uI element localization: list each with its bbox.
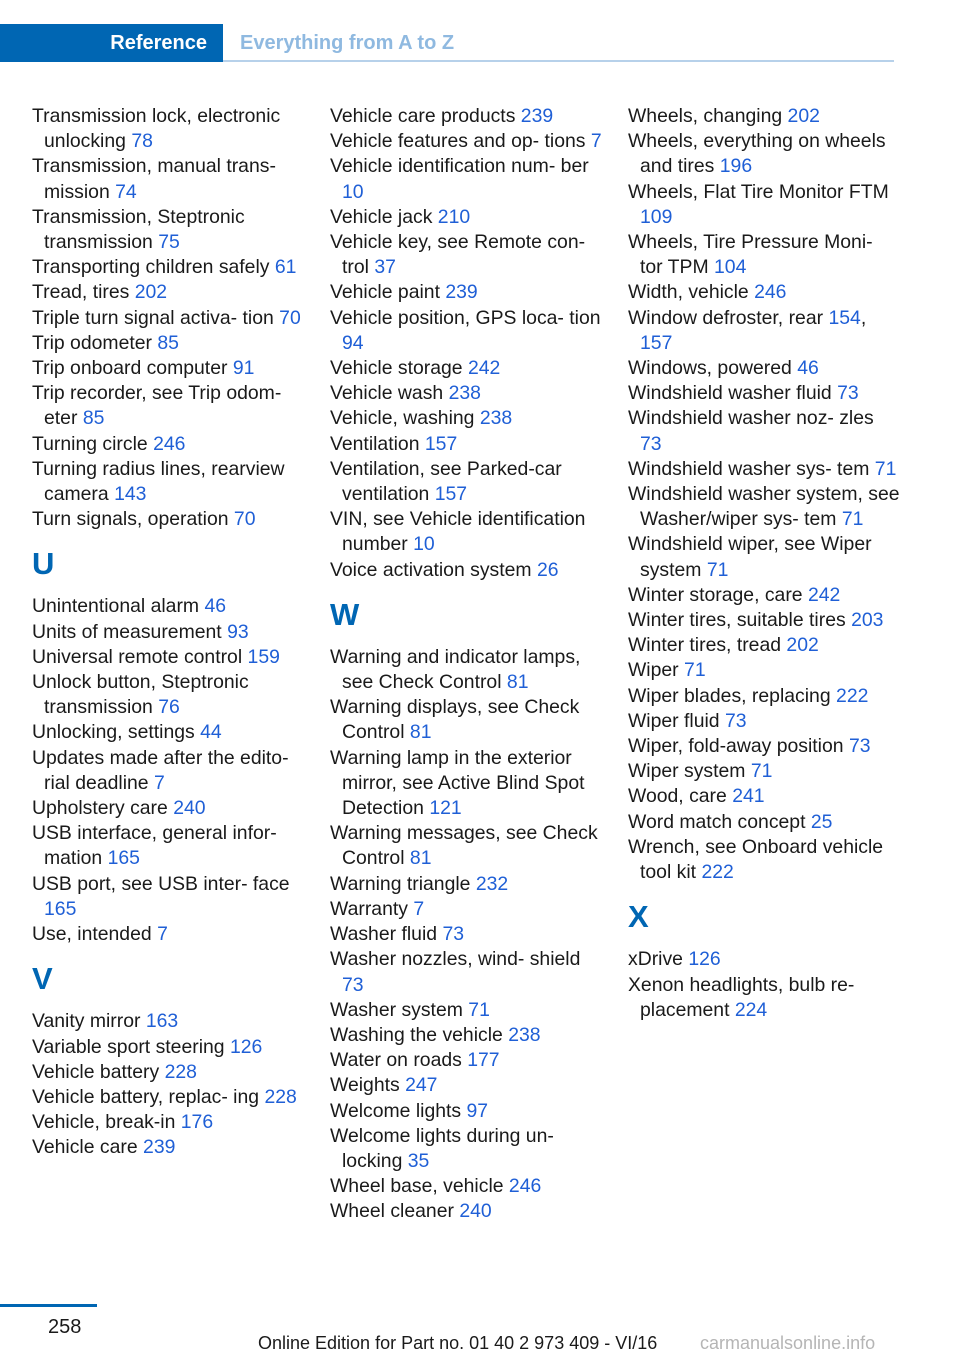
page-link[interactable]: 26	[536, 558, 559, 581]
section-tab[interactable]: Reference	[0, 24, 223, 62]
entry-term: Trip onboard computer	[32, 357, 228, 380]
entry-term: Wheels, Flat Tire Monitor FTM	[628, 180, 889, 203]
entry-term: Xenon headlights, bulb re‐ placement	[628, 973, 855, 1021]
page-link[interactable]: 241	[732, 785, 765, 808]
page-link[interactable]: 70	[279, 306, 301, 329]
index-entry	[32, 255, 304, 280]
index-letter-heading: V	[32, 961, 53, 997]
index-entry	[628, 457, 900, 482]
page-link[interactable]: 7	[157, 923, 168, 946]
page-link[interactable]: 246	[153, 432, 186, 455]
page-link[interactable]: 78	[131, 130, 153, 153]
page-link[interactable]: 143	[114, 483, 147, 506]
page-link[interactable]: 165	[44, 897, 77, 920]
index-entry	[330, 432, 602, 457]
index-entry	[330, 1048, 602, 1073]
page-link[interactable]: 202	[134, 281, 168, 304]
page-link[interactable]: 97	[466, 1099, 489, 1122]
entry-term: Upholstery care	[32, 797, 168, 820]
page-link[interactable]: 242	[467, 357, 501, 380]
entry-term: Vehicle, break-in	[32, 1111, 176, 1134]
entry-term: Window defroster, rear	[628, 306, 824, 329]
index-entry	[32, 1085, 304, 1110]
page-link[interactable]: 73	[342, 973, 364, 996]
index-entry	[32, 645, 304, 670]
page-link[interactable]: 71	[750, 760, 773, 783]
entry-term: Use, intended	[32, 923, 152, 946]
page-link[interactable]: 126	[229, 1035, 263, 1058]
index-entry	[330, 356, 602, 381]
page-link[interactable]: 228	[164, 1060, 197, 1083]
page-link[interactable]: 126	[688, 948, 721, 971]
entry-term: Variable sport steering	[32, 1035, 225, 1058]
index-entry	[330, 129, 602, 154]
index-entry	[32, 306, 304, 331]
footer-rule	[0, 1304, 97, 1307]
entry-term: Width, vehicle	[628, 281, 749, 304]
index-entry	[330, 821, 602, 871]
page-link[interactable]: 163	[145, 1010, 179, 1033]
entry-term: Wiper, fold-away position	[628, 735, 844, 758]
page-link[interactable]: 81	[506, 671, 529, 694]
page-link[interactable]: 73	[640, 432, 662, 455]
entry-term: Transmission, manual trans‐ mission	[32, 155, 276, 203]
entry-term: Wheels, everything on wheels and tires	[628, 130, 886, 178]
entry-term: Vehicle position, GPS loca‐ tion	[330, 306, 601, 329]
page-link[interactable]: 157	[434, 483, 468, 506]
page-link[interactable]: 73	[848, 735, 871, 758]
page-link[interactable]: 121	[429, 797, 462, 820]
index-entry	[628, 104, 900, 129]
page-link[interactable]: 7	[413, 897, 425, 920]
entry-term: Unintentional alarm	[32, 595, 200, 618]
entry-term: Turn signals, operation	[32, 508, 229, 531]
index-entry	[628, 759, 900, 784]
edition-note: Online Edition for Part no. 01 40 2 973 409 - VI/16	[258, 1333, 658, 1353]
page-link[interactable]: 25	[810, 810, 833, 833]
index-letter-heading: W	[330, 596, 360, 632]
index-entry	[32, 356, 304, 381]
entry-term: Universal remote control	[32, 645, 243, 668]
index-entry	[32, 594, 304, 619]
page-link[interactable]: 238	[479, 407, 513, 430]
entry-term: Wheels, Tire Pressure Moni‐ tor TPM	[628, 231, 873, 279]
page-link[interactable]: 71	[841, 508, 864, 531]
index-entry	[330, 507, 602, 557]
index-entry	[32, 331, 304, 356]
index-entry	[628, 230, 900, 280]
entry-term: Voice activation system	[330, 558, 532, 581]
entry-term: VIN, see Vehicle identification number	[330, 508, 586, 556]
entry-term: Vehicle care	[32, 1136, 138, 1159]
page-link[interactable]: 177	[467, 1049, 500, 1072]
page-link[interactable]: 81	[409, 847, 432, 870]
index-entry	[32, 432, 304, 457]
entry-term: Turning radius lines, rearview camera	[32, 457, 285, 506]
entry-term: Vehicle wash	[330, 382, 444, 405]
index-entry	[628, 406, 900, 456]
entry-term: Washing the vehicle	[330, 1023, 503, 1046]
entry-term: Ventilation	[330, 432, 420, 455]
page-link[interactable]: 247	[405, 1074, 438, 1097]
page-link[interactable]: 73	[837, 382, 859, 405]
entry-term: Wheel cleaner	[330, 1200, 454, 1223]
page-link[interactable]: 71	[468, 998, 490, 1021]
page-link[interactable]: 239	[520, 105, 554, 127]
index-entry	[330, 154, 602, 204]
page-link[interactable]: 75	[158, 231, 180, 254]
entry-term: Windows, powered	[628, 357, 792, 380]
entry-term: Water on roads	[330, 1049, 462, 1072]
page-link[interactable]: 46	[797, 357, 819, 380]
entry-term: Wiper system	[628, 760, 746, 783]
index-entry	[32, 746, 304, 796]
entry-term: Transmission, Steptronic transmission	[32, 205, 245, 254]
page-link[interactable]: 35	[407, 1149, 430, 1172]
index-entry	[330, 746, 602, 822]
page-link[interactable]: 76	[158, 696, 180, 719]
index-entry	[628, 381, 900, 406]
entry-term: Windshield wiper, see Wiper system	[628, 533, 872, 581]
entry-term: Vehicle care products	[330, 105, 516, 127]
entry-term: Wheel base, vehicle	[330, 1175, 504, 1198]
entry-term: Unlocking, settings	[32, 721, 195, 744]
page-link[interactable]: 222	[836, 684, 869, 707]
index-entry	[330, 558, 602, 583]
entry-term: Warning triangle	[330, 872, 471, 895]
index-entry	[330, 872, 602, 897]
index-entry	[628, 180, 900, 230]
watermark: carmanualsonline.info	[700, 1333, 876, 1353]
entry-term: Warning displays, see Check Control	[330, 696, 580, 744]
entry-term: Warning lamp in the exterior mirror, see Active Blind Spot Detection	[330, 746, 585, 820]
index-entry	[330, 998, 602, 1023]
entry-term: Vehicle key, see Remote con‐ trol	[330, 231, 586, 279]
index-entry	[32, 1009, 304, 1034]
entry-term: Wiper blades, replacing	[628, 684, 831, 707]
index-entry	[628, 608, 900, 633]
index-entry: Window defroster, rear 154, 157	[628, 306, 867, 354]
page-link[interactable]: 240	[459, 1200, 492, 1223]
index-entry	[32, 280, 304, 305]
entry-term: USB interface, general infor‐ mation	[32, 822, 277, 870]
index-entry	[32, 620, 304, 645]
entry-term: Wheels, changing	[628, 105, 783, 127]
index-column-3	[628, 104, 900, 1023]
page-link[interactable]: 7	[590, 130, 602, 153]
index-entry	[628, 709, 900, 734]
index-entry	[628, 684, 900, 709]
page-link[interactable]: 71	[706, 558, 729, 581]
index-entry	[330, 1099, 602, 1124]
entry-term: Winter tires, tread	[628, 634, 782, 657]
entry-term: Wiper fluid	[628, 709, 720, 732]
entry-term: Warning messages, see Check Control	[330, 822, 598, 870]
entry-term: Updates made after the edito‐ rial deadline	[32, 746, 289, 794]
entry-term: Vehicle, washing	[330, 407, 475, 430]
index-column-1	[32, 104, 304, 1161]
index-entry	[330, 205, 602, 230]
entry-term: Vehicle battery	[32, 1060, 160, 1083]
index-entry	[628, 973, 900, 1023]
page-link[interactable]: 85	[157, 331, 179, 354]
entry-term: Transporting children safely	[32, 256, 270, 279]
index-entry	[330, 645, 602, 695]
index-entry	[330, 897, 602, 922]
entry-term: Vehicle identification num‐ ber	[330, 155, 589, 178]
index-entry	[330, 457, 602, 507]
index-entry	[32, 205, 304, 255]
entry-term: Warranty	[330, 897, 408, 920]
entry-term: Transmission lock, electronic unlocking	[32, 105, 281, 153]
index-entry	[628, 482, 900, 532]
index-entry	[628, 129, 900, 179]
entry-term: Vanity mirror	[32, 1010, 141, 1033]
index-entry	[330, 1073, 602, 1098]
page-link[interactable]: 238	[448, 382, 481, 405]
index-entry	[628, 810, 900, 835]
entry-term: Washer fluid	[330, 923, 438, 946]
index-entry	[32, 720, 304, 745]
entry-term: Wrench, see Onboard vehicle tool kit	[628, 835, 884, 884]
page-link[interactable]: 71	[874, 457, 897, 480]
entry-term: Trip recorder, see Trip odom‐ eter	[32, 382, 282, 430]
index-entry	[32, 457, 304, 507]
page-link[interactable]: 240	[173, 797, 206, 820]
index-entry	[32, 104, 304, 154]
index-entry	[330, 1124, 602, 1174]
index-entry	[32, 507, 304, 532]
page-header	[0, 24, 894, 62]
page-link[interactable]: 157	[424, 432, 458, 455]
entry-term: Vehicle features and op‐ tions	[330, 130, 586, 153]
page-link[interactable]: 202	[786, 634, 819, 657]
index-entry	[330, 280, 602, 305]
page-link[interactable]: 203	[851, 609, 884, 632]
entry-term: Weights	[330, 1074, 400, 1097]
subsection-title: Everything from A to Z	[240, 31, 455, 54]
index-entry	[330, 306, 602, 356]
index-entry	[330, 947, 602, 997]
entry-term: Washer nozzles, wind‐ shield	[330, 948, 581, 971]
entry-term: Unlock button, Steptronic transmission	[32, 671, 249, 719]
page-link[interactable]: 81	[409, 721, 432, 744]
page-link[interactable]: 202	[787, 105, 820, 127]
page-link[interactable]: 246	[508, 1175, 542, 1198]
entry-term: Warning and indicator lamps, see Check Control	[330, 645, 581, 694]
entry-term: Vehicle battery, replac‐ ing	[32, 1085, 260, 1108]
entry-term: Vehicle jack	[330, 205, 433, 228]
entry-term: Triple turn signal activa‐ tion	[32, 306, 274, 329]
index-entry	[32, 154, 304, 204]
entry-term: Welcome lights during un‐ locking	[330, 1124, 554, 1172]
page-link[interactable]: 44	[200, 721, 222, 744]
index-entry	[32, 1135, 304, 1160]
entry-term: Welcome lights	[330, 1099, 462, 1122]
entry-term: Units of measurement	[32, 620, 222, 643]
entry-term: Wood, care	[628, 785, 727, 808]
index-letter-heading: U	[32, 546, 55, 582]
page-link[interactable]: 10	[342, 180, 364, 203]
entry-term: Wiper	[628, 659, 679, 682]
page-link[interactable]: 85	[82, 407, 105, 430]
page-link[interactable]: 210	[437, 205, 471, 228]
index-entry	[330, 922, 602, 947]
page-link[interactable]: 74	[115, 180, 137, 203]
page-link[interactable]: 37	[374, 256, 396, 279]
index-entry	[628, 356, 900, 381]
page-link[interactable]: 228	[264, 1085, 297, 1108]
entry-term: Turning circle	[32, 432, 148, 455]
page-link[interactable]: 242	[807, 583, 841, 606]
entry-term: Winter storage, care	[628, 583, 803, 606]
page-link[interactable]: 222	[701, 861, 734, 884]
page-link[interactable]: 10	[413, 533, 435, 556]
page-link[interactable]: 7	[153, 771, 165, 794]
page-link[interactable]: 46	[204, 595, 227, 618]
index-entry	[330, 1174, 602, 1199]
page-link[interactable]: 196	[719, 155, 753, 178]
index-entry	[32, 1035, 304, 1060]
index-entry	[628, 835, 900, 885]
header-rule	[223, 60, 894, 62]
page-link[interactable]: 159	[247, 645, 280, 668]
index-entry	[628, 280, 900, 305]
page-link[interactable]: 165	[107, 847, 140, 870]
page-link[interactable]: 70	[233, 508, 256, 531]
index-entry	[330, 104, 602, 129]
index-entry	[330, 1023, 602, 1048]
page-link[interactable]: 73	[725, 709, 747, 732]
entry-term: Ventilation, see Parked-car ventilation	[330, 457, 562, 506]
index-entry	[330, 406, 602, 431]
index-entry	[32, 796, 304, 821]
page-link[interactable]: 61	[274, 256, 297, 279]
index-entry	[32, 1110, 304, 1135]
index-entry	[32, 821, 304, 871]
entry-term: Vehicle paint	[330, 281, 440, 304]
index-entry	[330, 381, 602, 406]
page-link[interactable]: 157	[640, 331, 673, 354]
entry-term: Vehicle storage	[330, 357, 463, 380]
entry-term: Trip odometer	[32, 331, 152, 354]
page-link[interactable]: 93	[227, 620, 249, 643]
entry-term: Word match concept	[628, 810, 806, 833]
index-entry	[628, 583, 900, 608]
page-link[interactable]: 176	[180, 1111, 214, 1134]
index-entry	[32, 670, 304, 720]
page-link[interactable]: 94	[342, 331, 364, 354]
page-link[interactable]: 109	[640, 205, 673, 228]
index-entry	[330, 230, 602, 280]
entry-term: Windshield washer noz‐ zles	[628, 407, 874, 430]
index-entry	[330, 1199, 602, 1224]
page-link[interactable]: 91	[232, 357, 255, 380]
page-link[interactable]: 246	[754, 281, 787, 304]
index-entry	[330, 695, 602, 745]
entry-term: USB port, see USB inter‐ face	[32, 872, 290, 895]
page-number: 258	[48, 1316, 82, 1338]
entry-term: Windshield washer system, see Washer/wiper sys‐ tem	[628, 483, 900, 531]
entry-term: Windshield washer fluid	[628, 382, 832, 405]
page-link[interactable]: 232	[475, 872, 509, 895]
index-entry	[628, 734, 900, 759]
page-link[interactable]: 238	[508, 1023, 541, 1046]
index-entry	[32, 922, 304, 947]
index-entry	[628, 532, 900, 582]
page-link[interactable]: 104	[714, 256, 747, 279]
index-entry	[628, 784, 900, 809]
entry-term: Winter tires, suitable tires	[628, 609, 846, 632]
page-link[interactable]: 71	[684, 659, 706, 682]
index-letter-heading: X	[628, 899, 649, 935]
page-link[interactable]: 154	[828, 306, 861, 329]
entry-term: Windshield washer sys‐ tem	[628, 457, 870, 480]
index-entry	[628, 633, 900, 658]
index-entry	[32, 1060, 304, 1085]
entry-term: Washer system	[330, 998, 463, 1021]
index-entry	[628, 947, 900, 972]
index-entry	[628, 658, 900, 683]
index-entry	[32, 381, 304, 431]
page-link[interactable]: 73	[442, 923, 465, 946]
page-link[interactable]: 239	[445, 281, 478, 304]
index-entry	[32, 872, 304, 922]
index-column-2	[330, 104, 602, 1225]
entry-term: Tread, tires	[32, 281, 130, 304]
page-link[interactable]: 239	[143, 1136, 176, 1159]
entry-term: xDrive	[628, 948, 683, 971]
page-link[interactable]: 224	[734, 998, 768, 1021]
